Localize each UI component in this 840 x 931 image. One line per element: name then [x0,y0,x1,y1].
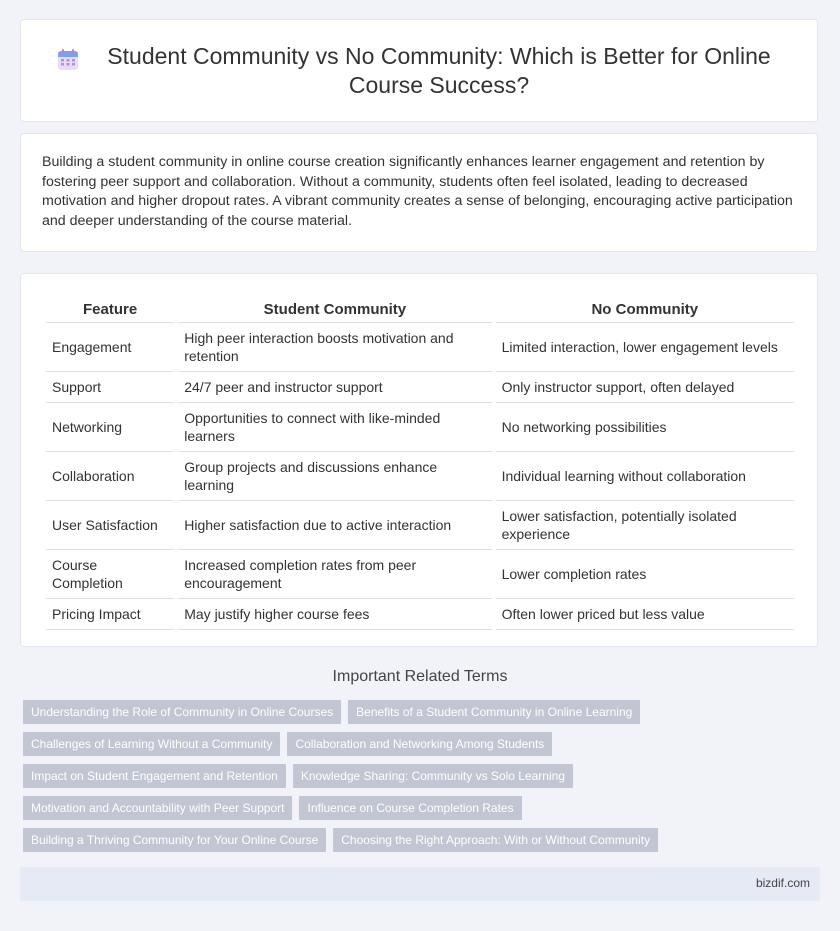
comparison-card [20,273,818,647]
cell-feature: Collaboration [46,452,174,501]
related-terms-title: Important Related Terms [332,668,508,685]
related-term-tag[interactable]: Influence on Course Completion Rates [299,796,521,820]
cell-community: May justify higher course fees [178,599,491,630]
cell-community: High peer interaction boosts motivation and retention [178,323,491,372]
cell-none: Lower completion rates [496,550,794,599]
related-term-tag[interactable]: Understanding the Role of Community in Online Courses [23,700,341,724]
related-term-tag[interactable]: Knowledge Sharing: Community vs Solo Learning [293,764,573,788]
calendar-icon [56,48,80,72]
table-row [46,323,794,372]
related-term-tag[interactable]: Building a Thriving Community for Your Online Course [23,828,326,852]
table-row [46,599,794,630]
table-row [46,403,794,452]
footer [20,867,820,901]
related-term-tag[interactable]: Benefits of a Student Community in Online Learning [348,700,640,724]
cell-none: Lower satisfaction, potentially isolated experience [496,501,794,550]
cell-community: Group projects and discussions enhance learning [178,452,491,501]
cell-community: 24/7 peer and instructor support [178,372,491,403]
intro-text: Building a student community in online course creation significantly enhances learner engagement and retention by fostering peer support and collaboration. Without a community, students often feel isolated, leading to decreased motivation and higher dropout rates. A vibrant community creates a sense of belonging, encouraging active participation and deeper understanding of the course material. [42,154,793,229]
cell-feature: Pricing Impact [46,599,174,630]
header-feature: Feature [46,294,174,323]
table-row [46,550,794,599]
cell-feature: Support [46,372,174,403]
table-row [46,372,794,403]
cell-community: Increased completion rates from peer encouragement [178,550,491,599]
cell-none: No networking possibilities [496,403,794,452]
related-term-tag[interactable]: Challenges of Learning Without a Community [23,732,280,756]
cell-none: Limited interaction, lower engagement levels [496,323,794,372]
page-title: Student Community vs No Community: Which is Better for Online Course Success? [107,43,771,98]
cell-feature: Networking [46,403,174,452]
related-term-tag[interactable]: Impact on Student Engagement and Retention [23,764,286,788]
related-term-tag[interactable]: Motivation and Accountability with Peer Support [23,796,292,820]
title-card [20,19,818,122]
cell-feature: Course Completion [46,550,174,599]
footer-site-link[interactable]: bizdif.com [755,876,810,890]
related-term-tag[interactable]: Collaboration and Networking Among Students [287,732,552,756]
intro-card [20,133,818,252]
header-student-community: Student Community [178,294,491,323]
related-terms-list [23,700,823,860]
cell-community: Higher satisfaction due to active interaction [178,501,491,550]
cell-none: Only instructor support, often delayed [496,372,794,403]
header-no-community: No Community [496,294,794,323]
table-row [46,501,794,550]
cell-none: Individual learning without collaboration [496,452,794,501]
table-row [46,452,794,501]
cell-feature: User Satisfaction [46,501,174,550]
cell-feature: Engagement [46,323,174,372]
cell-none: Often lower priced but less value [496,599,794,630]
related-term-tag[interactable]: Choosing the Right Approach: With or Without Community [333,828,658,852]
cell-community: Opportunities to connect with like-minded learners [178,403,491,452]
comparison-table [42,294,798,630]
